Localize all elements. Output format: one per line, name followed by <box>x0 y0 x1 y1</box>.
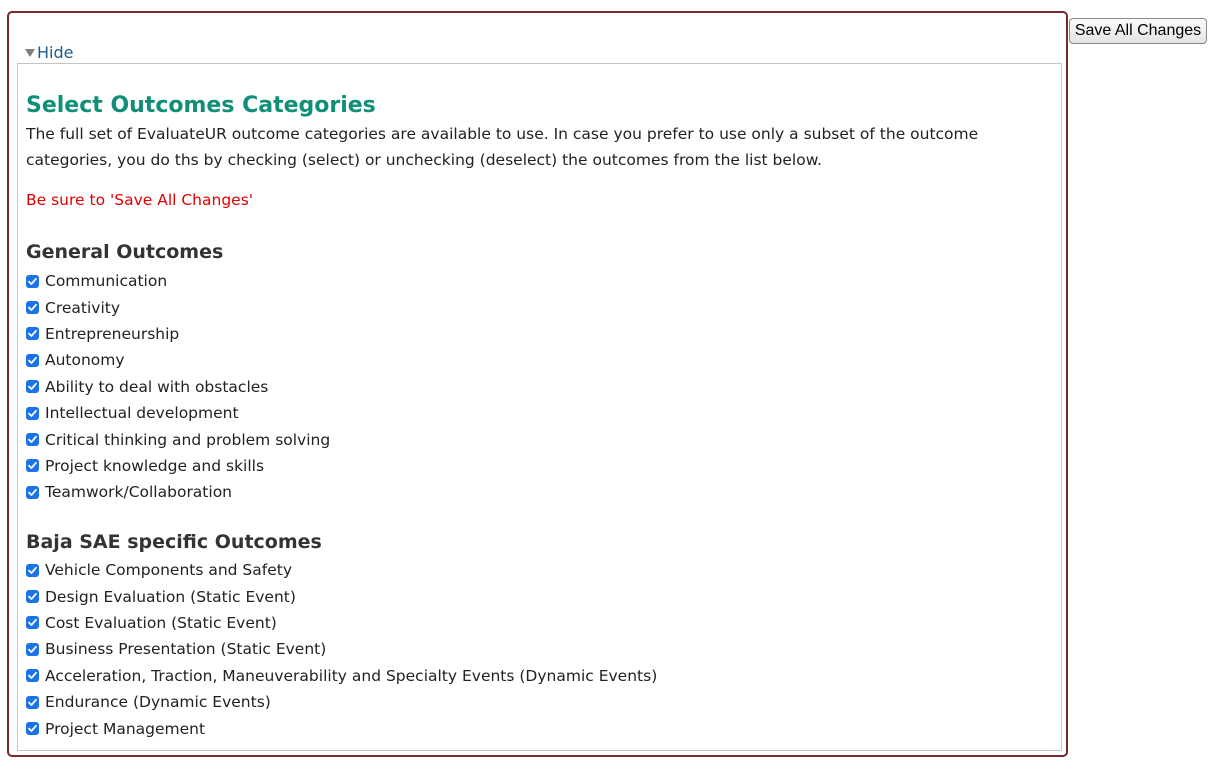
outcome-item[interactable] <box>26 689 657 715</box>
checkmark-icon <box>27 276 38 287</box>
outcome-item[interactable] <box>26 583 657 609</box>
save-all-changes-button[interactable]: Save All Changes <box>1069 18 1207 44</box>
checkmark-icon <box>27 591 38 602</box>
outcome-label: Teamwork/Collaboration <box>45 483 232 502</box>
outcome-label: Critical thinking and problem solving <box>45 430 331 449</box>
checkmark-icon <box>27 434 38 445</box>
outcome-label: Cost Evaluation (Static Event) <box>45 613 277 632</box>
outcome-item[interactable] <box>26 479 330 505</box>
baja-outcomes-list <box>26 557 657 742</box>
checkmark-icon <box>27 565 38 576</box>
outcome-label: Communication <box>45 272 168 291</box>
outcome-label: Design Evaluation (Static Event) <box>45 587 296 606</box>
outcome-item[interactable] <box>26 557 657 583</box>
outcome-item[interactable] <box>26 636 657 662</box>
checkmark-icon <box>27 487 38 498</box>
outcome-checkbox[interactable] <box>26 590 39 603</box>
outcome-checkbox[interactable] <box>26 380 39 393</box>
outcome-item[interactable] <box>26 453 330 479</box>
section-description: The full set of EvaluateUR outcome categories are available to use. In case you prefer to use only a subset of the outcome categories, you do ths by checking (select) or unchecking (deselect) the outcomes from the list below. <box>26 125 979 169</box>
checkmark-icon <box>27 302 38 313</box>
outcome-item[interactable] <box>26 347 330 373</box>
outcome-label: Acceleration, Traction, Maneuverability and Specialty Events (Dynamic Events) <box>45 666 658 685</box>
outcome-label: Creativity <box>45 298 121 317</box>
outcome-checkbox[interactable] <box>26 643 39 656</box>
outcome-checkbox[interactable] <box>26 616 39 629</box>
outcome-item[interactable] <box>26 426 330 452</box>
checkmark-icon <box>27 381 38 392</box>
hide-toggle[interactable] <box>25 42 73 62</box>
outcome-item[interactable] <box>26 374 330 400</box>
outcome-checkbox[interactable] <box>26 696 39 709</box>
checkmark-icon <box>27 355 38 366</box>
outcome-checkbox[interactable] <box>26 459 39 472</box>
checkmark-icon <box>27 617 38 628</box>
checkmark-icon <box>27 328 38 339</box>
outcome-checkbox[interactable] <box>26 486 39 499</box>
outcome-checkbox[interactable] <box>26 301 39 314</box>
outcome-checkbox[interactable] <box>26 327 39 340</box>
outcome-checkbox[interactable] <box>26 564 39 577</box>
outcome-checkbox[interactable] <box>26 433 39 446</box>
outcome-item[interactable] <box>26 400 330 426</box>
outcome-checkbox[interactable] <box>26 275 39 288</box>
outcome-checkbox[interactable] <box>26 669 39 682</box>
section-title: Select Outcomes Categories <box>26 93 376 118</box>
checkmark-icon <box>27 644 38 655</box>
outcome-item[interactable] <box>26 268 330 294</box>
outcome-label: Vehicle Components and Safety <box>45 561 293 580</box>
checkmark-icon <box>27 670 38 681</box>
checkmark-icon <box>27 460 38 471</box>
outcome-label: Business Presentation (Static Event) <box>45 640 327 659</box>
outcome-checkbox[interactable] <box>26 407 39 420</box>
general-outcomes-list <box>26 268 330 506</box>
checkmark-icon <box>27 697 38 708</box>
outcome-label: Ability to deal with obstacles <box>45 377 269 396</box>
general-outcomes-heading: General Outcomes <box>26 241 224 263</box>
triangle-down-icon <box>25 49 35 57</box>
outcome-label: Project knowledge and skills <box>45 456 265 475</box>
outcome-label: Entrepreneurship <box>45 324 180 343</box>
outcome-label: Project Management <box>45 719 206 738</box>
outcome-item[interactable] <box>26 294 330 320</box>
outcome-item[interactable] <box>26 715 657 741</box>
outcome-item[interactable] <box>26 663 657 689</box>
outcome-item[interactable] <box>26 321 330 347</box>
checkmark-icon <box>27 723 38 734</box>
checkmark-icon <box>27 408 38 419</box>
hide-label: Hide <box>37 42 74 62</box>
outcome-label: Endurance (Dynamic Events) <box>45 693 271 712</box>
outcome-label: Intellectual development <box>45 404 239 423</box>
outcome-item[interactable] <box>26 610 657 636</box>
save-warning: Be sure to 'Save All Changes' <box>26 191 254 209</box>
baja-outcomes-heading: Baja SAE specific Outcomes <box>26 531 322 553</box>
outcome-checkbox[interactable] <box>26 354 39 367</box>
outcome-checkbox[interactable] <box>26 722 39 735</box>
outcome-label: Autonomy <box>45 351 125 370</box>
